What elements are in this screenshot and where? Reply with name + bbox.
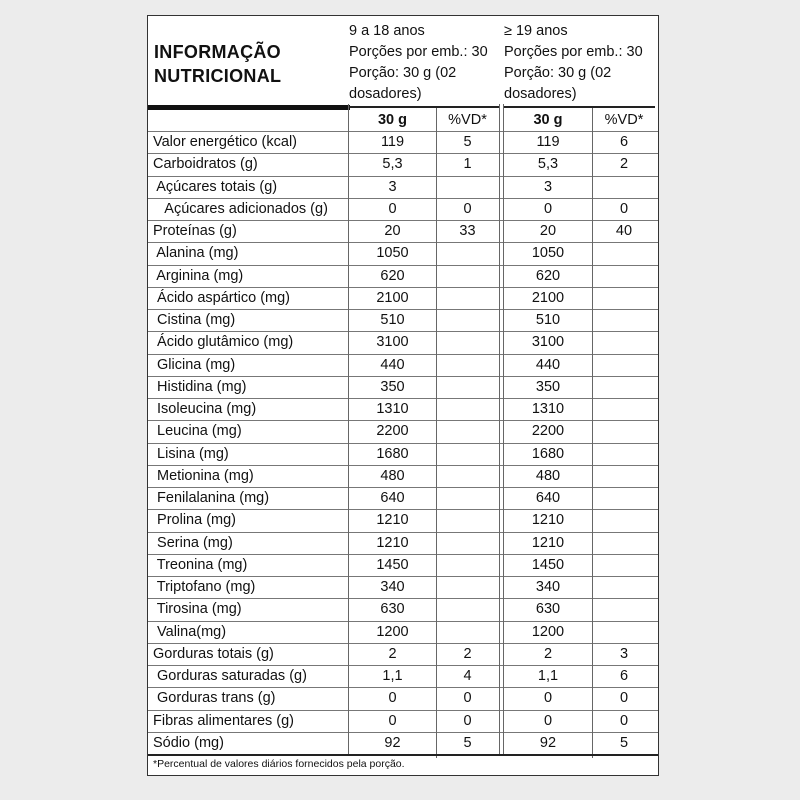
portion-value: 3 bbox=[543, 178, 553, 195]
group-rule bbox=[503, 106, 655, 108]
portion-value: 1450 bbox=[531, 556, 565, 573]
title-line-2: NUTRICIONAL bbox=[154, 66, 282, 86]
group-header-19-plus bbox=[504, 21, 656, 105]
dv-value: 0 bbox=[619, 200, 629, 217]
portion-value: 350 bbox=[380, 378, 405, 395]
portion-value: 1450 bbox=[376, 556, 409, 573]
portion-value: 2100 bbox=[376, 289, 409, 306]
nutrient-name: Proteínas (g) bbox=[153, 223, 237, 239]
col-divider bbox=[348, 104, 349, 754]
col-divider bbox=[499, 104, 500, 754]
portion-value: 0 bbox=[388, 200, 397, 217]
nutrient-name: Triptofano (mg) bbox=[153, 579, 256, 595]
nutrition-facts-label bbox=[147, 15, 659, 776]
nutrient-name: Prolina (mg) bbox=[153, 512, 236, 529]
nutrient-name: Sódio (mg) bbox=[153, 734, 224, 751]
portion-value: 1680 bbox=[531, 445, 565, 462]
portion-value: 440 bbox=[535, 356, 561, 373]
nutrient-name: Carboidratos (g) bbox=[153, 156, 258, 173]
dv-value: 3 bbox=[619, 645, 629, 662]
nutrient-name: Açúcares adicionados (g) bbox=[153, 200, 328, 217]
col-header-dv: %VD* bbox=[604, 112, 644, 128]
portion-value: 440 bbox=[380, 356, 405, 373]
portion-value: 480 bbox=[380, 467, 405, 484]
nutrient-name: Cistina (mg) bbox=[153, 312, 236, 328]
nutrient-name: Serina (mg) bbox=[153, 534, 233, 551]
portion-value: 2 bbox=[543, 645, 553, 662]
portion-value: 3100 bbox=[531, 334, 565, 351]
portion-value: 1310 bbox=[376, 401, 409, 417]
portion-value: 1200 bbox=[531, 623, 565, 640]
col-divider bbox=[592, 108, 593, 758]
portion-value: 640 bbox=[535, 490, 561, 506]
group-header-9-18 bbox=[349, 21, 499, 105]
portion-value: 0 bbox=[543, 712, 553, 729]
nutrient-name: Açúcares totais (g) bbox=[153, 178, 278, 195]
nutrient-name: Valor energético (kcal) bbox=[153, 134, 297, 150]
nutrient-name: Valina(mg) bbox=[153, 623, 227, 640]
nutrient-name: Tirosina (mg) bbox=[153, 601, 242, 618]
group-header-line: dosadores) bbox=[504, 86, 577, 102]
portion-value: 1050 bbox=[376, 245, 409, 262]
portion-value: 340 bbox=[380, 579, 405, 595]
col-divider bbox=[503, 104, 504, 754]
col-header-dv: %VD* bbox=[448, 112, 487, 128]
portion-value: 630 bbox=[380, 601, 405, 618]
portion-value: 480 bbox=[535, 467, 561, 484]
portion-value: 5,3 bbox=[537, 156, 559, 173]
portion-value: 630 bbox=[535, 601, 561, 618]
footnote: *Percentual de valores diários fornecidos pela porção. bbox=[153, 758, 405, 770]
portion-value: 119 bbox=[380, 134, 405, 150]
portion-value: 20 bbox=[539, 223, 557, 239]
portion-value: 1050 bbox=[531, 245, 565, 262]
table-bottom-rule bbox=[148, 754, 658, 756]
dv-value: 0 bbox=[619, 690, 629, 707]
title-rule bbox=[148, 105, 350, 110]
dv-value: 5 bbox=[463, 734, 472, 751]
portion-value: 3100 bbox=[376, 334, 409, 351]
nutrient-name: Fenilalanina (mg) bbox=[153, 490, 270, 506]
group-rule bbox=[348, 106, 500, 108]
portion-value: 1,1 bbox=[382, 668, 403, 684]
dv-value: 0 bbox=[619, 712, 629, 729]
group-header-line: Porção: 30 g (02 bbox=[349, 65, 457, 81]
group-header-line: Porções por emb.: 30 bbox=[349, 44, 488, 60]
portion-value: 620 bbox=[380, 267, 405, 284]
dv-value: 5 bbox=[619, 734, 629, 751]
dv-value: 40 bbox=[615, 223, 633, 239]
portion-value: 92 bbox=[384, 734, 401, 751]
dv-value: 2 bbox=[463, 645, 472, 662]
group-header-line: Porções por emb.: 30 bbox=[504, 44, 643, 60]
dv-value: 6 bbox=[619, 668, 629, 684]
portion-value: 640 bbox=[380, 490, 405, 506]
group-header-line: 9 a 18 anos bbox=[349, 23, 425, 39]
portion-value: 1210 bbox=[531, 534, 565, 551]
dv-value: 5 bbox=[463, 134, 472, 150]
portion-value: 340 bbox=[535, 579, 561, 595]
nutrient-name: Histidina (mg) bbox=[153, 378, 247, 395]
col-divider bbox=[436, 108, 437, 758]
dv-value: 33 bbox=[459, 223, 476, 239]
dv-value: 0 bbox=[463, 690, 472, 707]
portion-value: 119 bbox=[536, 134, 560, 150]
portion-value: 1210 bbox=[531, 512, 565, 529]
portion-value: 2 bbox=[388, 645, 397, 662]
title-line-1: INFORMAÇÃO bbox=[154, 42, 281, 62]
group-header-line: ≥ 19 anos bbox=[504, 23, 568, 39]
portion-value: 20 bbox=[384, 223, 401, 239]
portion-value: 510 bbox=[380, 312, 405, 328]
nutrient-name: Ácido aspártico (mg) bbox=[153, 289, 290, 306]
portion-value: 2200 bbox=[531, 423, 565, 440]
nutrient-name: Gorduras trans (g) bbox=[153, 690, 276, 707]
nutrient-name: Fibras alimentares (g) bbox=[153, 712, 295, 729]
nutrient-name: Gorduras saturadas (g) bbox=[153, 668, 307, 684]
label-title bbox=[154, 40, 281, 88]
portion-value: 0 bbox=[543, 690, 553, 707]
portion-value: 0 bbox=[543, 200, 553, 217]
dv-value: 0 bbox=[463, 712, 472, 729]
portion-value: 3 bbox=[388, 178, 397, 195]
nutrient-name: Lisina (mg) bbox=[153, 445, 229, 462]
nutrient-name: Leucina (mg) bbox=[153, 423, 242, 440]
portion-value: 1210 bbox=[376, 512, 409, 529]
portion-value: 2100 bbox=[531, 289, 565, 306]
nutrient-name: Glicina (mg) bbox=[153, 356, 236, 373]
dv-value: 1 bbox=[463, 156, 472, 173]
portion-value: 620 bbox=[535, 267, 561, 284]
nutrient-name: Treonina (mg) bbox=[153, 556, 248, 573]
portion-value: 1680 bbox=[376, 445, 409, 462]
portion-value: 350 bbox=[535, 378, 561, 395]
portion-value: 510 bbox=[535, 312, 561, 328]
portion-value: 1,1 bbox=[537, 668, 559, 684]
dv-value: 4 bbox=[463, 668, 472, 684]
dv-value: 0 bbox=[463, 200, 472, 217]
portion-value: 1210 bbox=[376, 534, 409, 551]
dv-value: 6 bbox=[619, 134, 629, 150]
portion-value: 1200 bbox=[376, 623, 409, 640]
group-header-line: dosadores) bbox=[349, 86, 422, 102]
portion-value: 92 bbox=[539, 734, 557, 751]
portion-value: 1310 bbox=[531, 401, 565, 417]
dv-value: 2 bbox=[619, 156, 629, 173]
portion-value: 5,3 bbox=[382, 156, 403, 173]
col-header-portion: 30 g bbox=[533, 112, 563, 128]
nutrient-name: Isoleucina (mg) bbox=[153, 401, 257, 417]
nutrient-name: Arginina (mg) bbox=[153, 267, 244, 284]
col-header-portion: 30 g bbox=[377, 112, 407, 128]
portion-value: 0 bbox=[388, 690, 397, 707]
nutrient-name: Gorduras totais (g) bbox=[153, 645, 274, 662]
nutrient-name: Alanina (mg) bbox=[153, 245, 239, 262]
portion-value: 0 bbox=[388, 712, 397, 729]
nutrient-name: Metionina (mg) bbox=[153, 467, 254, 484]
portion-value: 2200 bbox=[376, 423, 409, 440]
nutrient-name: Ácido glutâmico (mg) bbox=[153, 334, 294, 351]
group-header-line: Porção: 30 g (02 bbox=[504, 65, 612, 81]
